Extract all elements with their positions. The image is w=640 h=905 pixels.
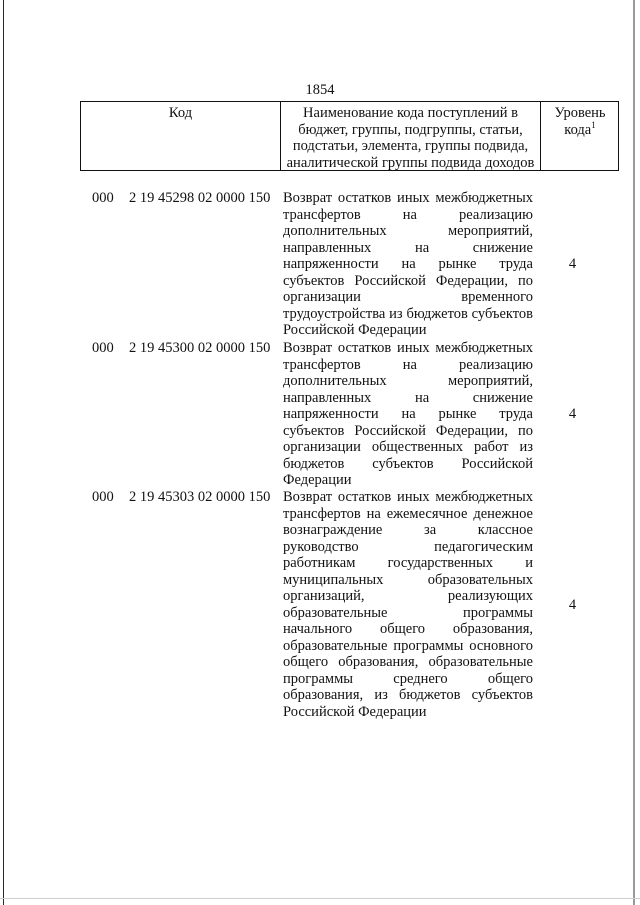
scan-border-right [633, 0, 635, 905]
group-code: 000 [92, 340, 114, 356]
scan-border-bottom [0, 898, 640, 899]
revenue-name: Возврат остатков иных межбюджетных трансфертов на реализацию дополнительных мероприятий, направленных на снижение напряженности на рынке труда субъектов Российской Федерации, по организации временного трудоустройства из бюджетов субъектов Российской Федерации [283, 190, 533, 338]
scan-border-left [3, 0, 4, 905]
revenue-code: 2 19 45303 02 0000 150 [129, 489, 271, 505]
header-level [541, 105, 619, 138]
page-number: 1854 [305, 82, 335, 98]
code-level: 4 [568, 256, 577, 272]
revenue-name: Возврат остатков иных межбюджетных трансфертов на ежемесячное денежное вознаграждение за классное руководство педагогическим работникам государственных и муниципальных образовательных организаций, реализующих образовательные программы начального общего образования, образовательные программы основного общего образования, образовательные программы среднего общего образования, из бюджетов субъектов Российской Федерации [283, 489, 533, 720]
code-level: 4 [568, 406, 577, 422]
group-code: 000 [92, 190, 114, 206]
footnote-marker: 1 [591, 119, 596, 130]
header-name: Наименование кода поступлений в бюджет, группы, подгруппы, статьи, подстатьи, элемента, группы подвида, аналитической группы подвида доходов [286, 105, 535, 171]
revenue-name: Возврат остатков иных межбюджетных трансфертов на реализацию дополнительных мероприятий, направленных на снижение напряженности на рынке труда субъектов Российской Федерации, по организации общественных работ из бюджетов субъектов Российской Федерации [283, 340, 533, 488]
header-level-label: Уровень кода [554, 105, 606, 138]
header-code: Код [168, 105, 193, 121]
revenue-code: 2 19 45298 02 0000 150 [129, 190, 271, 206]
table-header [80, 101, 619, 171]
column-divider [280, 102, 281, 170]
revenue-code: 2 19 45300 02 0000 150 [129, 340, 271, 356]
group-code: 000 [92, 489, 114, 505]
code-level: 4 [568, 597, 577, 613]
